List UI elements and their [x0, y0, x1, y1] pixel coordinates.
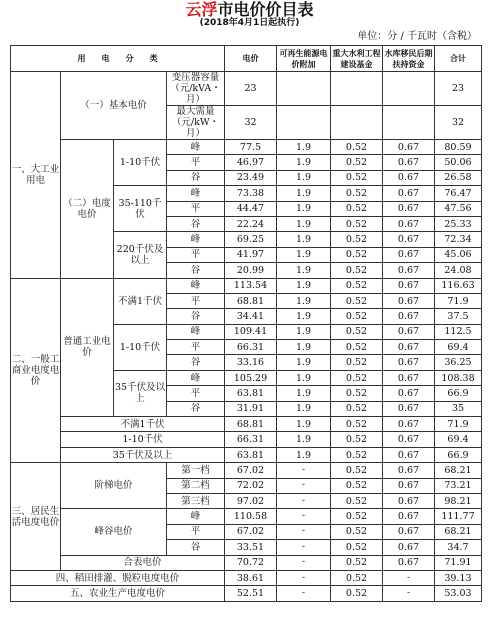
table-row — [11, 586, 482, 601]
renewable-cell: 1.9 — [277, 155, 331, 170]
hydro-cell: 0.52 — [331, 478, 383, 493]
total-cell: 37.5 — [435, 309, 482, 324]
reservoir-cell: 0.67 — [383, 140, 435, 155]
renewable-cell: 1.9 — [277, 432, 331, 447]
price-cell: 63.81 — [225, 447, 277, 462]
reservoir-cell: 0.67 — [383, 309, 435, 324]
row-label: 谷 — [167, 540, 225, 555]
price-cell: 113.54 — [225, 278, 277, 293]
row-label: 第三档 — [167, 493, 225, 508]
empty-cell — [331, 106, 383, 140]
header-hydro-fund: 重大水利工程建设基金 — [331, 46, 383, 72]
renewable-cell: 1.9 — [277, 401, 331, 416]
renewable-cell: 1.9 — [277, 216, 331, 231]
header-category: 用 电 分 类 — [11, 46, 225, 72]
hydro-cell: 0.52 — [331, 140, 383, 155]
price-cell: 66.31 — [225, 340, 277, 355]
total-cell: 66.9 — [435, 447, 482, 462]
empty-cell — [383, 72, 435, 106]
renewable-cell: - — [277, 570, 331, 585]
row-label: 不满1千伏 — [61, 417, 225, 432]
header-total: 合计 — [435, 46, 482, 72]
total-cell: 80.59 — [435, 140, 482, 155]
price-cell: 67.02 — [225, 463, 277, 478]
hydro-cell: 0.52 — [331, 247, 383, 262]
reservoir-cell: - — [383, 586, 435, 601]
price-cell: 63.81 — [225, 386, 277, 401]
renewable-cell: 1.9 — [277, 140, 331, 155]
hydro-cell: 0.52 — [331, 309, 383, 324]
row-label: 一、大工业用电 — [11, 72, 61, 279]
renewable-cell: - — [277, 586, 331, 601]
row-label: 峰 — [167, 232, 225, 247]
total-cell: 76.47 — [435, 186, 482, 201]
total-cell: 68.21 — [435, 524, 482, 539]
row-label: 1-10千伏 — [114, 140, 167, 186]
empty-cell — [277, 106, 331, 140]
total-cell: 53.03 — [435, 586, 482, 601]
row-label: 峰 — [167, 509, 225, 524]
total-cell: 68.21 — [435, 463, 482, 478]
hydro-cell: 0.52 — [331, 355, 383, 370]
row-label: 平 — [167, 201, 225, 216]
total-cell: 111.77 — [435, 509, 482, 524]
row-label: 阶梯电价 — [61, 463, 167, 509]
hydro-cell: 0.52 — [331, 263, 383, 278]
empty-cell — [277, 72, 331, 106]
hydro-cell: 0.52 — [331, 186, 383, 201]
row-label: 220千伏及以上 — [114, 232, 167, 278]
price-cell: 20.99 — [225, 263, 277, 278]
price-cell: 68.81 — [225, 417, 277, 432]
row-label: 谷 — [167, 216, 225, 231]
total-cell: 34.7 — [435, 540, 482, 555]
total-cell: 47.56 — [435, 201, 482, 216]
reservoir-cell: 0.67 — [383, 509, 435, 524]
row-label: 四、稻田排灌、脱粒电度电价 — [11, 570, 225, 585]
hydro-cell: 0.52 — [331, 278, 383, 293]
price-cell: 52.51 — [225, 586, 277, 601]
reservoir-cell: 0.67 — [383, 432, 435, 447]
price-table — [10, 45, 482, 602]
header-row — [11, 46, 482, 72]
row-label: 谷 — [167, 170, 225, 185]
row-label: 1-10千伏 — [61, 432, 225, 447]
reservoir-cell: 0.67 — [383, 417, 435, 432]
total-cell: 73.21 — [435, 478, 482, 493]
renewable-cell: 1.9 — [277, 309, 331, 324]
row-label: 谷 — [167, 309, 225, 324]
row-label: 最大需量（元/kW・月） — [167, 106, 225, 140]
unit-note: 单位：分 / 千瓦时（含税） — [357, 31, 477, 42]
row-label: 五、农业生产电度电价 — [11, 586, 225, 601]
price-cell: 72.02 — [225, 478, 277, 493]
row-label: 第二档 — [167, 478, 225, 493]
price-cell: 70.72 — [225, 555, 277, 570]
total-cell: 45.06 — [435, 247, 482, 262]
reservoir-cell: 0.67 — [383, 386, 435, 401]
reservoir-cell: 0.67 — [383, 278, 435, 293]
total-cell: 69.4 — [435, 432, 482, 447]
renewable-cell: 1.9 — [277, 278, 331, 293]
hydro-cell: 0.52 — [331, 524, 383, 539]
hydro-cell: 0.52 — [331, 417, 383, 432]
row-label: 平 — [167, 247, 225, 262]
price-cell: 34.41 — [225, 309, 277, 324]
renewable-cell: 1.9 — [277, 263, 331, 278]
hydro-cell: 0.52 — [331, 293, 383, 308]
reservoir-cell: 0.67 — [383, 370, 435, 385]
reservoir-cell: 0.67 — [383, 463, 435, 478]
row-label: 1-10千伏 — [114, 324, 167, 370]
reservoir-cell: 0.67 — [383, 186, 435, 201]
reservoir-cell: 0.67 — [383, 540, 435, 555]
renewable-cell: - — [277, 493, 331, 508]
table-row — [11, 463, 482, 478]
price-cell: 109.41 — [225, 324, 277, 339]
row-label: （一）基本电价 — [61, 72, 167, 140]
table-row — [11, 509, 482, 524]
renewable-cell: 1.9 — [277, 201, 331, 216]
row-label: 平 — [167, 524, 225, 539]
reservoir-cell: 0.67 — [383, 293, 435, 308]
hydro-cell: 0.52 — [331, 340, 383, 355]
renewable-cell: - — [277, 478, 331, 493]
page-title: 云浮市电价价目表 — [185, 0, 314, 19]
total-cell: 36.25 — [435, 355, 482, 370]
price-cell: 77.5 — [225, 140, 277, 155]
row-label: 不满1千伏 — [114, 278, 167, 324]
total-cell: 69.4 — [435, 340, 482, 355]
hydro-cell: 0.52 — [331, 586, 383, 601]
price-cell: 33.16 — [225, 355, 277, 370]
row-label: 峰 — [167, 140, 225, 155]
hydro-cell: 0.52 — [331, 401, 383, 416]
row-label: 谷 — [167, 263, 225, 278]
hydro-cell: 0.52 — [331, 232, 383, 247]
reservoir-cell: 0.67 — [383, 155, 435, 170]
total-cell: 39.13 — [435, 570, 482, 585]
reservoir-cell: - — [383, 570, 435, 585]
hydro-cell: 0.52 — [331, 493, 383, 508]
total-cell: 26.58 — [435, 170, 482, 185]
page-subtitle: (2018年4月1日起执行) — [199, 18, 300, 28]
row-label: 35千伏及以上 — [114, 370, 167, 416]
price-cell: 41.97 — [225, 247, 277, 262]
renewable-cell: 1.9 — [277, 417, 331, 432]
total-cell: 23 — [435, 72, 482, 106]
table-row — [11, 432, 482, 447]
row-label: 峰谷电价 — [61, 509, 167, 555]
price-cell: 97.02 — [225, 493, 277, 508]
reservoir-cell: 0.67 — [383, 355, 435, 370]
reservoir-cell: 0.67 — [383, 324, 435, 339]
row-label: 谷 — [167, 401, 225, 416]
price-cell: 69.25 — [225, 232, 277, 247]
row-label: 峰 — [167, 186, 225, 201]
hydro-cell: 0.52 — [331, 324, 383, 339]
empty-cell — [383, 106, 435, 140]
table-row — [11, 570, 482, 585]
row-label: 35-110千伏 — [114, 186, 167, 232]
total-cell: 50.06 — [435, 155, 482, 170]
table-row — [11, 278, 482, 293]
row-label: 峰 — [167, 278, 225, 293]
hydro-cell: 0.52 — [331, 570, 383, 585]
price-cell: 73.38 — [225, 186, 277, 201]
price-cell: 31.91 — [225, 401, 277, 416]
price-cell: 38.61 — [225, 570, 277, 585]
header-renewable: 可再生能源电价附加 — [277, 46, 331, 72]
total-cell: 71.9 — [435, 417, 482, 432]
row-label: 谷 — [167, 355, 225, 370]
price-cell: 33.51 — [225, 540, 277, 555]
reservoir-cell: 0.67 — [383, 401, 435, 416]
renewable-cell: 1.9 — [277, 447, 331, 462]
hydro-cell: 0.52 — [331, 555, 383, 570]
renewable-cell: 1.9 — [277, 232, 331, 247]
price-cell: 44.47 — [225, 201, 277, 216]
row-label: 普通工业电价 — [61, 278, 114, 417]
hydro-cell: 0.52 — [331, 386, 383, 401]
hydro-cell: 0.52 — [331, 216, 383, 231]
price-cell: 22.24 — [225, 216, 277, 231]
total-cell: 24.08 — [435, 263, 482, 278]
total-cell: 72.34 — [435, 232, 482, 247]
hydro-cell: 0.52 — [331, 170, 383, 185]
total-cell: 108.38 — [435, 370, 482, 385]
hydro-cell: 0.52 — [331, 463, 383, 478]
price-cell: 68.81 — [225, 293, 277, 308]
renewable-cell: - — [277, 463, 331, 478]
renewable-cell: - — [277, 540, 331, 555]
row-label: 变压器容量（元/kVA・月） — [167, 72, 225, 106]
hydro-cell: 0.52 — [331, 509, 383, 524]
row-label: 平 — [167, 293, 225, 308]
reservoir-cell: 0.67 — [383, 524, 435, 539]
reservoir-cell: 0.67 — [383, 170, 435, 185]
renewable-cell: 1.9 — [277, 170, 331, 185]
header-price: 电价 — [225, 46, 277, 72]
row-label: 35千伏及以上 — [61, 447, 225, 462]
reservoir-cell: 0.67 — [383, 216, 435, 231]
price-cell: 46.97 — [225, 155, 277, 170]
renewable-cell: 1.9 — [277, 386, 331, 401]
total-cell: 116.63 — [435, 278, 482, 293]
reservoir-cell: 0.67 — [383, 340, 435, 355]
hydro-cell: 0.52 — [331, 540, 383, 555]
price-cell: 23.49 — [225, 170, 277, 185]
renewable-cell: 1.9 — [277, 293, 331, 308]
price-cell: 105.29 — [225, 370, 277, 385]
reservoir-cell: 0.67 — [383, 232, 435, 247]
table-row — [11, 72, 482, 106]
row-label: 峰 — [167, 370, 225, 385]
row-label: 第一档 — [167, 463, 225, 478]
row-label: 三、居民生活电度电价 — [11, 463, 61, 571]
total-cell: 35 — [435, 401, 482, 416]
row-label: 平 — [167, 386, 225, 401]
reservoir-cell: 0.67 — [383, 201, 435, 216]
reservoir-cell: 0.67 — [383, 493, 435, 508]
price-cell: 32 — [225, 106, 277, 140]
row-label: 平 — [167, 155, 225, 170]
price-cell: 23 — [225, 72, 277, 106]
price-cell: 66.31 — [225, 432, 277, 447]
total-cell: 66.9 — [435, 386, 482, 401]
reservoir-cell: 0.67 — [383, 555, 435, 570]
reservoir-cell: 0.67 — [383, 247, 435, 262]
renewable-cell: - — [277, 524, 331, 539]
hydro-cell: 0.52 — [331, 447, 383, 462]
table-row — [11, 417, 482, 432]
row-label: 平 — [167, 340, 225, 355]
price-cell: 110.58 — [225, 509, 277, 524]
renewable-cell: 1.9 — [277, 247, 331, 262]
reservoir-cell: 0.67 — [383, 447, 435, 462]
total-cell: 112.5 — [435, 324, 482, 339]
renewable-cell: - — [277, 555, 331, 570]
row-label: 合表电价 — [61, 555, 225, 570]
row-label: （二）电度电价 — [61, 140, 114, 279]
row-label: 峰 — [167, 324, 225, 339]
renewable-cell: 1.9 — [277, 355, 331, 370]
total-cell: 98.21 — [435, 493, 482, 508]
total-cell: 71.9 — [435, 293, 482, 308]
renewable-cell: - — [277, 509, 331, 524]
empty-cell — [331, 72, 383, 106]
hydro-cell: 0.52 — [331, 432, 383, 447]
renewable-cell: 1.9 — [277, 186, 331, 201]
total-cell: 25.33 — [435, 216, 482, 231]
total-cell: 71.91 — [435, 555, 482, 570]
renewable-cell: 1.9 — [277, 370, 331, 385]
row-label: 二、一般工商业电度电价 — [11, 278, 61, 463]
table-row — [11, 447, 482, 462]
reservoir-cell: 0.67 — [383, 478, 435, 493]
total-cell: 32 — [435, 106, 482, 140]
hydro-cell: 0.52 — [331, 201, 383, 216]
header-reservoir-fund: 水库移民后期扶持资金 — [383, 46, 435, 72]
hydro-cell: 0.52 — [331, 155, 383, 170]
hydro-cell: 0.52 — [331, 370, 383, 385]
table-row — [11, 140, 482, 155]
renewable-cell: 1.9 — [277, 340, 331, 355]
renewable-cell: 1.9 — [277, 324, 331, 339]
price-cell: 67.02 — [225, 524, 277, 539]
table-row — [11, 555, 482, 570]
reservoir-cell: 0.67 — [383, 263, 435, 278]
